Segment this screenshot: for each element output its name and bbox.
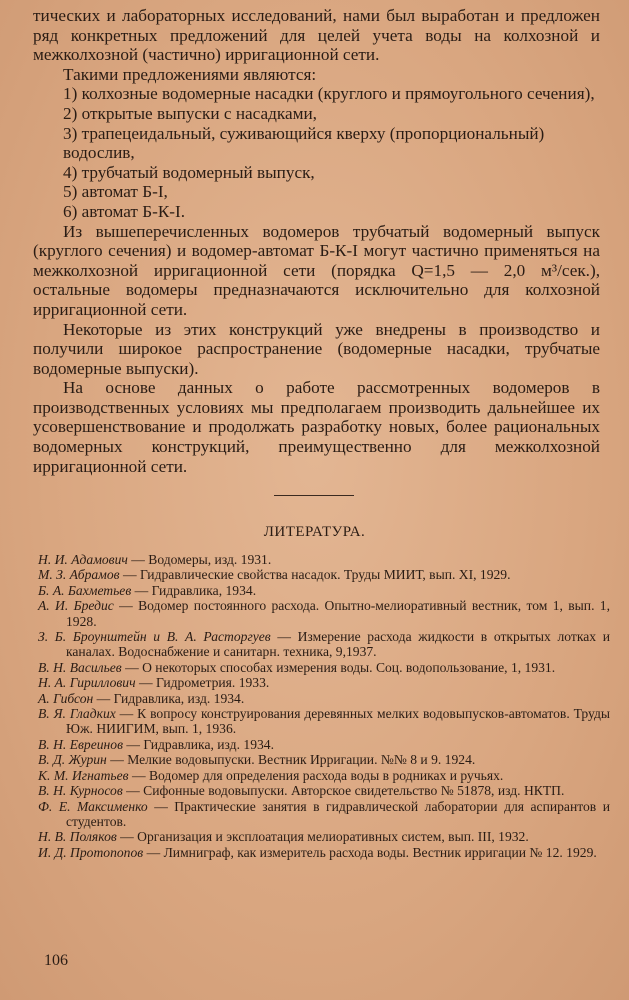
reference-author: К. М. Игнатьев: [38, 767, 129, 783]
reference-list: [38, 552, 610, 860]
reference-author: Б. А. Бахметьев: [38, 582, 132, 598]
reference-author: З. Б. Броунштейн и В. А. Расторгуев: [38, 629, 271, 645]
reference-item: [38, 660, 610, 675]
list-item: 5) автомат Б-I,: [63, 182, 168, 202]
reference-author: Ф. Е. Максименко: [38, 798, 148, 814]
reference-author: А. И. Бредис: [38, 598, 114, 614]
reference-text: — Гидравлика, изд. 1934.: [123, 736, 274, 752]
reference-text: — Лимниграф, как измеритель расхода воды. Вестник ирригации № 12. 1929.: [143, 844, 597, 860]
reference-author: Н. И. Адамович: [38, 552, 128, 567]
reference-text: — Водомер постоянного расхода. Опытно-мелиоративный вестник, том 1, вып. 1, 1928.: [66, 598, 610, 629]
paragraph-4: Некоторые из этих конструкций уже внедрены в производство и получили широкое распространение (водомерные насадки, трубчатые водомерные выпуски).: [33, 319, 600, 378]
main-text: [33, 6, 600, 476]
reference-text: — Гидравлические свойства насадок. Труды МИИТ, вып. XI, 1929.: [119, 567, 511, 583]
reference-text: — Водомер для определения расхода воды в родниках и ручьях.: [128, 767, 504, 783]
reference-item: [38, 675, 610, 690]
reference-author: М. З. Абрамов: [38, 567, 120, 583]
reference-text: — Измерение расхода жидкости в открытых лотках и каналах. Водоснабжение и санитарн. техника, 9,1937.: [66, 629, 610, 660]
list-item: 3) трапецеидальный, суживающийся кверху (пропорциональный) водослив,: [63, 123, 545, 163]
reference-author: В. Я. Гладких: [38, 706, 116, 722]
reference-author: Н. А. Гириллович: [38, 675, 136, 691]
reference-text: — К вопросу конструирования деревянных мелких водовыпусков-автоматов. Труды Юж. НИИГИМ, вып. 1, 1936.: [66, 706, 610, 737]
reference-item: [38, 737, 610, 752]
reference-item: [38, 691, 610, 706]
paragraph-2: Такими предложениями являются:: [63, 64, 317, 84]
reference-item: [38, 829, 610, 844]
reference-text: — Организация и эксплоатация мелиоративных систем, вып. III, 1932.: [116, 829, 529, 845]
reference-text: — Водомеры, изд. 1931.: [127, 552, 272, 567]
reference-item: [38, 706, 610, 737]
reference-text: — Гидравлика, 1934.: [131, 582, 257, 598]
reference-item: [38, 845, 610, 860]
reference-item: [38, 752, 610, 767]
paragraph-3: Из вышеперечисленных водомеров трубчатый водомерный выпуск (круглого сечения) и водомер-автомат Б-К-I могут частично применяться на межколхозной ирригационной сети (порядка Q=1,5 — 2,0 м³/сек.), остальные водомеры предназначаются исключительно для колхозной ирригационной сети.: [33, 221, 600, 319]
reference-author: Н. В. Поляков: [38, 829, 117, 845]
list-item: 1) колхозные водомерные насадки (круглого и прямоугольного сечения),: [63, 84, 595, 104]
list-item: 2) открытые выпуски с насадками,: [63, 103, 317, 123]
reference-item: [38, 567, 610, 582]
reference-text: — Практические занятия в гидравлической лаборатории для аспирантов и студентов.: [66, 798, 610, 829]
reference-item: [38, 583, 610, 598]
reference-text: — Гидрометрия. 1933.: [135, 675, 270, 691]
paragraph-1: тических и лабораторных исследований, нами был выработан и предложен ряд конкретных предложений для целей учета воды на колхозной и межколхозной (частично) ирригационной сети.: [33, 6, 600, 65]
list-item: 6) автомат Б-К-I.: [63, 201, 186, 221]
reference-item: [38, 799, 610, 830]
reference-item: [38, 552, 610, 567]
reference-item: [38, 598, 610, 629]
reference-text: — Гидравлика, изд. 1934.: [93, 690, 245, 706]
reference-text: — Мелкие водовыпуски. Вестник Ирригации. №№ 8 и 9. 1924.: [106, 752, 476, 768]
section-divider: [274, 495, 354, 496]
literature-title: ЛИТЕРАТУРА.: [263, 524, 366, 540]
reference-author: И. Д. Протопопов: [38, 844, 144, 860]
reference-item: [38, 768, 610, 783]
page-number: 106: [44, 952, 68, 969]
reference-text: — О некоторых способах измерения воды. Соц. водопользование, 1, 1931.: [121, 659, 556, 675]
paragraph-5: На основе данных о работе рассмотренных водомеров в производственных условиях мы предполагаем производить дальнейшее их усовершенствование и продолжать разработку новых, более рациональных водомерных конструкций, преимущественно для межколхозной ирригационной сети.: [33, 378, 600, 476]
reference-item: [38, 629, 610, 660]
reference-author: В. Н. Курносов: [38, 783, 123, 799]
reference-author: В. Н. Евреинов: [38, 736, 123, 752]
reference-item: [38, 783, 610, 798]
reference-author: В. Н. Васильев: [38, 659, 122, 675]
list-item: 4) трубчатый водомерный выпуск,: [63, 162, 315, 182]
reference-author: А. Гибсон: [38, 690, 94, 706]
reference-text: — Сифонные водовыпуски. Авторское свидетельство № 51878, изд. НКТП.: [122, 783, 565, 799]
reference-author: В. Д. Журин: [38, 752, 107, 768]
